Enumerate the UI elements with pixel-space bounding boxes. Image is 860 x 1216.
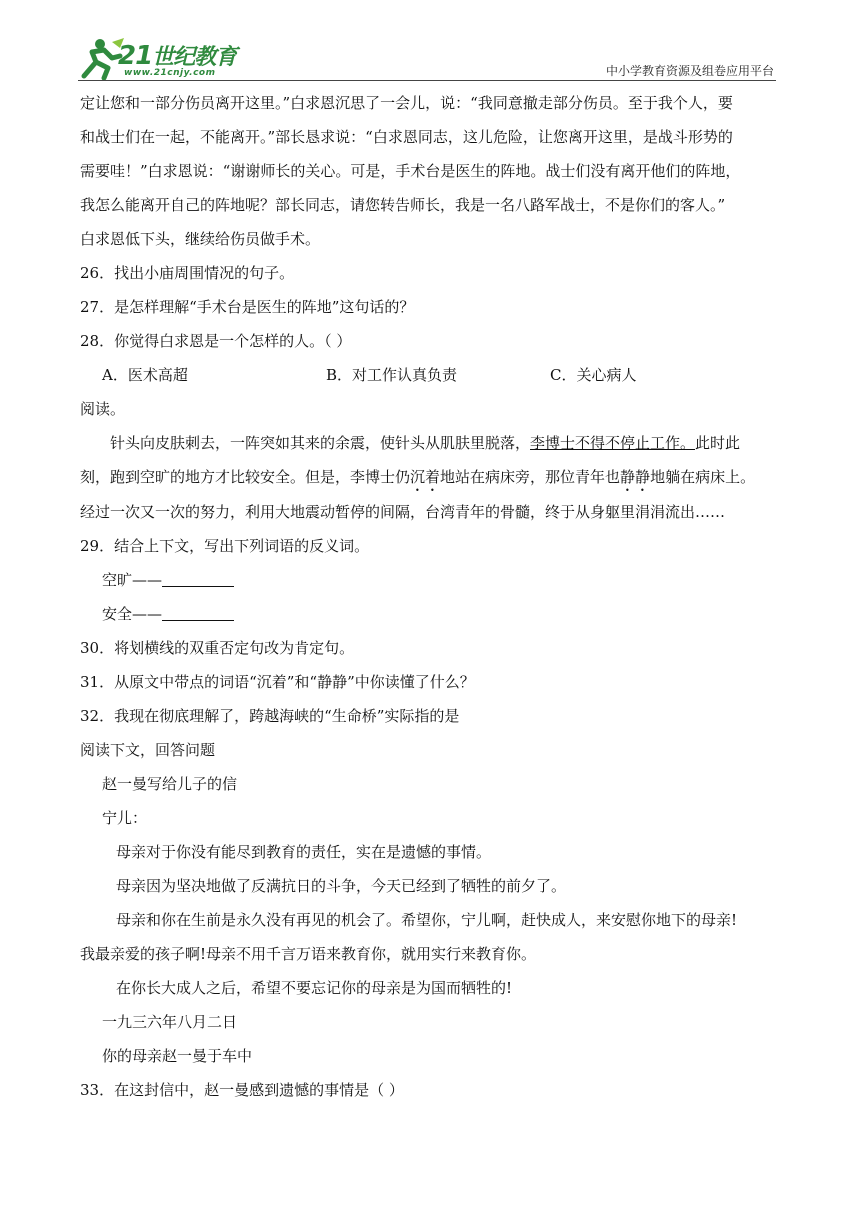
option-c[interactable]: C．关心病人 [550,366,637,384]
question-28-options [80,358,780,392]
passage-text: 地躺在病床上。 [650,468,756,486]
letter-paragraph: 母亲因为坚决地做了反满抗日的斗争，今天已经到了牺牲的前夕了。 [116,877,567,895]
letter-paragraph: 母亲和你在生前是永久没有再见的机会了。希望你，宁儿啊，赶快成人，来安慰你地下的母亲! [116,911,738,929]
question-32: 32．我现在彻底理解了，跨越海峡的“生命桥”实际指的是 [80,707,460,725]
passage-line [80,426,780,460]
logo-wordmark [118,40,236,71]
reading-heading: 阅读。 [80,400,126,418]
dotted-word-chenzhuo: 沉着 [410,468,441,486]
letter-paragraph: 母亲对于你没有能尽到教育的责任，实在是遗憾的事情。 [116,843,492,861]
question-27: 27．是怎样理解“手术台是医生的阵地”这句话的？ [80,298,415,316]
text-line: 定让您和一部分伤员离开这里。”白求恩沉思了一会儿，说：“我同意撤走部分伤员。至于我个人，要 [80,94,733,112]
antonym-item [80,563,780,597]
antonym-word: 安全—— [102,605,163,623]
passage-line: 经过一次又一次的努力，利用大地震动暂停的间隔，台湾青年的骨髓，终于从身躯里涓涓流出…… [80,503,726,521]
logo-url: www.21cnjy.com [124,68,216,78]
answer-blank[interactable] [162,602,234,621]
question-31: 31．从原文中带点的词语“沉着”和“静静”中你读懂了什么？ [80,673,475,691]
dotted-word-jingjing: 静静 [620,468,651,486]
text-line: 需要哇！”白求恩说：“谢谢师长的关心。可是，手术台是医生的阵地。战士们没有离开他们的阵地， [80,162,741,180]
answer-blank[interactable] [162,568,234,587]
platform-title: 中小学教育资源及组卷应用平台 [605,64,774,78]
header-divider [78,80,776,81]
option-b[interactable]: B．对工作认真负责 [326,366,458,384]
text-line: 我怎么能离开自己的阵地呢？部长同志，请您转告师长，我是一名八路军战士，不是你们的客人。” [80,196,726,214]
letter-paragraph: 在你长大成人之后，希望不要忘记你的母亲是为国而牺牲的! [116,979,513,997]
passage-text: 此时此 [695,434,741,452]
passage-text: 刻，跑到空旷的地方才比较安全。但是，李博士仍 [80,468,411,486]
logo-number: 21 [118,41,153,71]
question-30: 30．将划横线的双重否定句改为肯定句。 [80,639,355,657]
letter-title: 赵一曼写给儿子的信 [102,775,238,793]
logo-chinese: 世纪教育 [152,45,237,70]
question-28: 28．你觉得白求恩是一个怎样的人。（ ） [80,332,352,350]
letter-date: 一九三六年八月二日 [102,1013,238,1031]
page-header [0,0,860,82]
question-29: 29．结合上下文，写出下列词语的反义词。 [80,537,370,555]
passage-text: 针头向皮肤刺去，一阵突如其来的余震，使针头从肌肤里脱落， [110,434,531,452]
underlined-sentence: 李博士不得不停止工作。 [530,434,696,452]
passage-text: 地站在病床旁，那位青年也 [440,468,621,486]
letter-salutation: 宁儿： [102,809,148,827]
question-26: 26．找出小庙周围情况的句子。 [80,264,295,282]
letter-paragraph: 我最亲爱的孩子啊!母亲不用千言万语来教育你，就用实行来教育你。 [80,945,537,963]
document-body [80,86,780,1107]
text-line: 白求恩低下头，继续给伤员做手术。 [80,230,321,248]
letter-signature: 你的母亲赵一曼于车中 [102,1047,253,1065]
antonym-word: 空旷—— [102,571,163,589]
reading-heading: 阅读下文，回答问题 [80,741,216,759]
text-line: 和战士们在一起，不能离开。”部长恳求说：“白求恩同志，这儿危险，让您离开这里，是战斗形势的 [80,128,733,146]
option-a[interactable]: A．医术高超 [102,366,188,384]
passage-line [80,460,780,495]
antonym-item [80,597,780,631]
question-33: 33．在这封信中，赵一曼感到遗憾的事情是（ ） [80,1081,404,1099]
